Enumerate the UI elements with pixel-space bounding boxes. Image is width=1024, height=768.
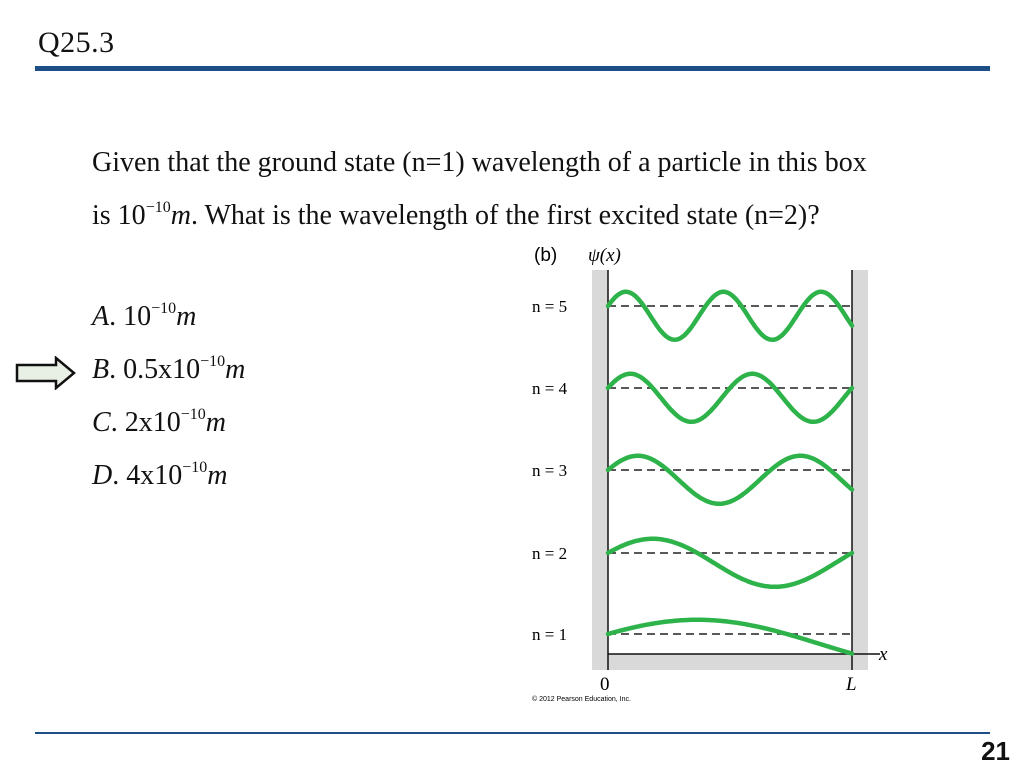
- energy-levels: [532, 292, 852, 654]
- title-divider: [35, 66, 990, 71]
- level-wave: [608, 292, 852, 340]
- answer-list: [92, 290, 245, 502]
- level-wave: [608, 374, 852, 422]
- answer-exponent: −10: [200, 353, 226, 370]
- figure-credit: © 2012 Pearson Education, Inc.: [532, 696, 631, 703]
- answer-exponent: −10: [182, 459, 208, 476]
- answer-a[interactable]: A. $10^{-10}m$: [92, 300, 197, 332]
- question-text: [92, 136, 992, 242]
- answer-letter: B: [92, 354, 110, 385]
- x-axis-label: x: [879, 644, 888, 665]
- level-wave: [608, 539, 852, 587]
- answer-d[interactable]: D. $4x10^{-10}m$: [92, 459, 228, 491]
- left-wall: [592, 270, 608, 670]
- answer-exponent: −10: [180, 406, 206, 423]
- answer-letter: A: [92, 301, 110, 332]
- particle-in-box-figure: [520, 236, 900, 706]
- answer-unit: m: [176, 301, 197, 332]
- level-label: n = 2: [532, 544, 568, 563]
- x-origin-label: 0: [600, 674, 610, 695]
- level-label: n = 5: [532, 297, 568, 316]
- answer-unit: m: [207, 460, 228, 491]
- question-exponent: −10: [145, 199, 171, 216]
- answer-value: 0.5x10: [123, 354, 201, 385]
- floor: [592, 654, 868, 670]
- page-number: 21: [981, 736, 1010, 766]
- answer-value: 10: [123, 301, 152, 332]
- psi-axis-label: ψ(x): [588, 245, 621, 266]
- level-label: n = 1: [532, 625, 568, 644]
- answer-b[interactable]: B. $0.5x10^{-10}m$: [92, 353, 246, 385]
- x-end-label: L: [846, 674, 857, 695]
- right-wall: [852, 270, 868, 670]
- question-value: is 10: [92, 200, 146, 231]
- answer-value: 4x10: [126, 460, 183, 491]
- question-line-1: Given that the ground state (n=1) wavelength of a particle in this box: [92, 147, 867, 178]
- answer-c[interactable]: C. $2x10^{-10}m$: [92, 406, 226, 438]
- question-rest: . What is the wavelength of the first excited state (n=2)?: [190, 200, 820, 231]
- slide-title: Q25.3: [38, 26, 115, 59]
- question-unit: m: [170, 200, 191, 231]
- answer-exponent: −10: [151, 300, 177, 317]
- level-wave: [608, 620, 852, 654]
- selected-answer-arrow-icon: [14, 356, 78, 390]
- level-label: n = 3: [532, 461, 568, 480]
- panel-label: (b): [534, 245, 558, 266]
- answer-letter: C: [92, 407, 111, 438]
- footer-divider: [35, 732, 990, 734]
- answer-letter: D: [92, 460, 113, 491]
- question-line-2: [92, 189, 992, 242]
- level-label: n = 4: [532, 379, 568, 398]
- answer-value: 2x10: [124, 407, 181, 438]
- level-wave: [608, 456, 852, 504]
- answer-unit: m: [205, 407, 226, 438]
- answer-unit: m: [225, 354, 246, 385]
